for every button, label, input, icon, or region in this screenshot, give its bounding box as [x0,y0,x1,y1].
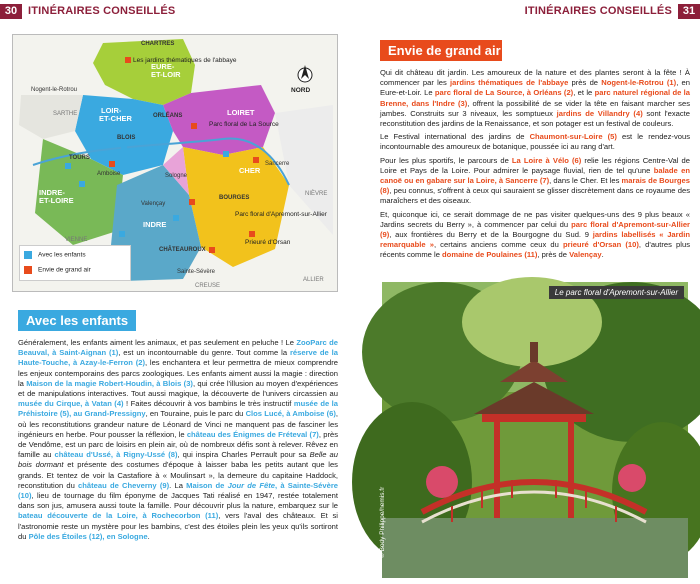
running-head: ITINÉRAIRES CONSEILLÉS [524,5,672,17]
svg-text:ET-LOIRE: ET-LOIRE [39,196,74,205]
map-place-1: Les jardins thématiques de l'abbaye [133,57,237,64]
garden-illustration [382,282,688,578]
kids-section-body: Généralement, les enfants aiment les animaux, et pas seulement en peluche ! Le ZooParc de Beauval, à Saint-Aignan (1), est un incontournable du genre. Tout comme la réserve de la Haute-Touche, à Azay-le-Ferron (2), les enchantera et leur permettra de mieux comprendre les enjeux contemporains des parcs zoologiques. Les enfants aiment aussi la magie : direction la Maison de la magie Robert-Houdin, à Blois (3), qui crée l'illusion au moyen d'expériences et de manipulations interactives. Tout aussi magique, la découverte de l'univers circassien au musée du Cirque, à Vatan (4) ! Faites découvrir à vos bambins le très instructif musée de la Préhistoire (5), au Grand-Pressigny, en Touraine, puis le parc du Clos Lucé, à Amboise (6), où les reconstitutions grandeur nature de Léonard de Vinci ne manquent pas de fasciner les ingénieurs en herbe. Pour pousser la réflexion, le château des Énigmes de Fréteval (7), près de Vendôme, est un parc de loisirs en plein air, où de nombreux défis sont à relever. Rêvez en famille au château d'Ussé, à Rigny-Ussé (8), qui inspira Charles Perrault pour sa Belle au bois dormant et présente des costumes d'époque à laisser baba les petits autant que les grands. Et tentez de voir la Castafiore à « Moulinsart », la demeure du capitaine Haddock, reconstitution du château de Cheverny (9). La Maison de Jour de Fête, à Sainte-Sévère (10), lieu de tournage du film éponyme de Jacques Tati réalisé en 1947, restée totalement dans son jus, amusera aussi toute la famille. Pour découvrir plus la nature, embarquez sur le bateau découverte de la Loire, à Rochecorbon (11), vers l'aval des châteaux. Et si l'astronomie reste un mystère pour les bambins, c'est des étoiles plein les yeux qu'ils sortiront du Pôle des Étoiles (12), en Sologne. [18,338,338,541]
svg-text:ORLÉANS: ORLÉANS [153,113,183,119]
svg-text:Nogent-le-Rotrou: Nogent-le-Rotrou [31,87,78,93]
svg-text:CHER: CHER [239,166,261,175]
photo-credit: © Body Philippe/hemis.fr [379,486,386,558]
north-label: NORD [291,87,311,94]
svg-text:NIÈVRE: NIÈVRE [305,191,328,197]
legend-swatch-blue [24,251,32,259]
svg-text:EURE-: EURE- [151,62,175,71]
air-section-body: Qui dit château dit jardin. Les amoureux de la nature et des plantes seront à la fête ! À commencer par les jardins thématiques de l'abbaye près de Nogent-le-Rotrou (1), en Eure-et-Loir. Le parc floral de La Source, à Orléans (2), et le parc naturel régional de la Brenne, dans l'Indre (3), offrent la possibilité de se vider la tête en faisant marcher ses jambes. Construits sur 3 niveaux, les somptueux jardins de Villandry (4) sont l'exacte reconstitution des jardins de la Renaissance, et son potager est un festival de couleurs. Le Festival international des jardins de Chaumont-sur-Loire (5) est le rendez-vous incontournable des amoureux de botanique, poussée ici au rang d'art. Pour les plus sportifs, le parcours de La Loire à Vélo (6) relie les régions Centre-Val de Loire et Pays de la Loire. Pour admirer le paysage fluvial, rien de tel qu'une balade en canoë ou en gabare sur la Loire, à Sancerre (7), dans le Cher. Et les marais de Bourges (8), peu connus, s'offrent à ceux qui sauraient se glisser discrètement dans ce royaume des maraîchers et des oiseaux. Et, quiconque ici, ce serait dommage de ne pas visiter quelques-uns des 9 plus beaux « Jardins secrets du Berry », à commencer par celui du parc floral d'Apremont-sur-Allier (9), aux frontières du Berry et de la Bourgogne du Sud. 9 jardins labellisés « Jardin remarquable », certains anciens comme ceux du prieuré d'Orsan (10), d'autres plus récents comme le domaine de Poulaines (11), près de Valençay. [380,68,691,260]
svg-text:VIENNE: VIENNE [65,237,88,243]
svg-text:CREUSE: CREUSE [195,283,221,289]
svg-text:LOIR-: LOIR- [101,106,122,115]
map-city-chartres: CHARTRES [141,41,175,47]
map-place-9: Parc floral d'Apremont-sur-Allier [235,211,327,218]
svg-text:TOURS: TOURS [69,155,90,161]
svg-text:SARTHE: SARTHE [53,111,78,117]
svg-text:Sologne: Sologne [165,173,188,179]
legend-air: Envie de grand air [24,266,91,278]
svg-text:INDRE-: INDRE- [39,188,65,197]
kids-section-title: Avec les enfants [18,310,136,331]
svg-text:Sainte-Sévère: Sainte-Sévère [177,269,216,275]
page-number: 30 [0,4,22,19]
right-header [350,0,700,22]
legend-swatch-orange [24,266,32,274]
svg-text:ET-CHER: ET-CHER [99,114,132,123]
air-section-title: Envie de grand air [380,40,502,61]
svg-text:CHÂTEAUROUX: CHÂTEAUROUX [159,247,206,253]
legend-kids: Avec les enfants [24,251,86,263]
svg-text:BLOIS: BLOIS [117,135,136,141]
svg-text:ALLIER: ALLIER [303,277,324,283]
svg-text:Valençay: Valençay [141,201,166,207]
svg-text:Sancerre: Sancerre [265,161,290,167]
photo-caption: Le parc floral d'Apremont-sur-Allier [549,286,684,299]
svg-text:Amboise: Amboise [97,171,121,177]
svg-text:BOURGES: BOURGES [219,195,250,201]
map-place-12: Prieuré d'Orsan [245,239,291,246]
svg-text:INDRE: INDRE [143,220,167,229]
map-legend [19,245,131,281]
left-header [0,0,350,22]
region-map [12,34,338,292]
svg-text:LOIRET: LOIRET [227,108,255,117]
svg-text:ET-LOIR: ET-LOIR [151,70,181,79]
garden-photo [379,282,688,578]
right-page [350,0,700,584]
running-head: ITINÉRAIRES CONSEILLÉS [28,5,176,17]
map-place-2: Parc floral de La Source [209,121,279,128]
page-number: 31 [678,4,700,19]
